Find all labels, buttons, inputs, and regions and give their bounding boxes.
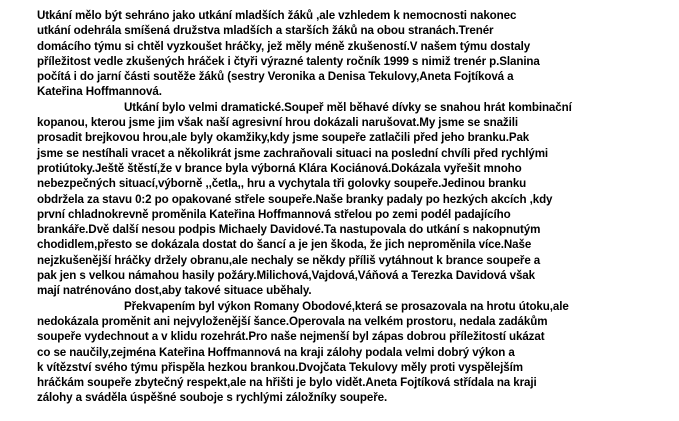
text-line: pak jen s velkou námahou hasily požáry.Milichová,Vajdová,Váňová a Terezka Davidová však: [37, 269, 535, 283]
text-line: hráčkám soupeře zbytečný respekt,ale na hřišti je bylo vidět.Aneta Fojtíková střídala na kraji: [37, 376, 537, 390]
text-line: počítá i do jarní části soutěže žáků (sestry Veronika a Denisa Tekulovy,Aneta Fojtíková a: [37, 70, 514, 84]
text-line: soupeře vydechnout a v klidu rozehrát.Pro naše nejmenší byl zápas dobrou příležitostí ukázat: [37, 330, 545, 344]
text-line: první chladnokrevně proměnila Kateřina Hoffmannová střelou po zemi podél padajícího: [37, 207, 511, 221]
text-line: utkání odehrála smíšená družstva mladších a starších žáků na obou stranách.Trenér: [37, 24, 494, 38]
text-line: nedokázala proměnit ani nejvyloženější šance.Operovala na velkém prostoru, nedala zadákům: [37, 314, 548, 328]
paragraph-1: [37, 8, 677, 100]
text-line: protiútoky.Ještě štěstí,že v brance byla výborná Klára Kociánová.Dokázala vyřešit mnoho: [37, 161, 522, 175]
text-line: Utkání bylo velmi dramatické.Soupeř měl běhavé dívky se snahou hrát kombinační: [124, 100, 572, 114]
text-line: brankáře.Dvě další nesou podpis Michaely Davidové.Ta nastupovala do utkání s nakopnutým: [37, 223, 541, 237]
text-line: Utkání mělo být sehráno jako utkání mladších žáků ,ale vzhledem k nemocnosti nakonec: [37, 9, 517, 22]
text-line: Překvapením byl výkon Romany Obodové,která se prosazovala na hrotu útoku,ale: [124, 299, 569, 313]
text-line: domácího týmu si chtěl vyzkoušet hráčky, jež měly méně zkušeností.V našem týmu dostaly: [37, 39, 531, 53]
text-line: mají natrénováno dost,aby takové situace uběhaly.: [37, 284, 312, 298]
text-line: kopanou, kterou jsme jim však naší agresivní hrou dokázali narušovat.My jsme se snažili: [37, 116, 518, 130]
text-line: příležitost vedle zkušených hráček i čtyři výrazné talenty ročník 1999 s nimiž trenér p.Slanina: [37, 54, 540, 68]
text-line: k vítězství svého týmu přispěla hezkou brankou.Dvojčata Tekulovy měly proti vyspělejším: [37, 360, 523, 374]
article-body: [37, 8, 677, 406]
text-line: prosadit brejkovou hrou,ale byly okamžiky,kdy jsme soupeře zatlačili před jeho branku.Pak: [37, 131, 530, 145]
paragraph-3: [37, 299, 677, 406]
paragraph-2: [37, 100, 677, 299]
text-line: zálohy a sváděla úspěšné souboje s rychlými záložníky soupeře.: [37, 391, 388, 405]
text-line: co se naučily,zejména Kateřina Hoffmannová na kraji zálohy podala velmi dobrý výkon a: [37, 345, 515, 359]
text-line: jsme se nestíhali vracet a několikrát jsme zachraňovali situaci na poslední chvíli před rychlými: [37, 146, 549, 160]
text-line: chodidlem,přesto se dokázala dostat do šancí a je jen škoda, že jich neproměnila více.Naše: [37, 238, 532, 252]
text-line: Kateřina Hoffmannová.: [37, 85, 162, 99]
text-line: obdržela za stavu 0:2 po opakované střele soupeře.Naše branky padaly po hezkých akcích ,kdy: [37, 192, 553, 206]
text-line: nejzkušenější hráčky držely obranu,ale nechaly se někdy příliš vytáhnout k brance soupeře a: [37, 253, 541, 267]
text-line: nebezpečných situací,výborně ,,četla,, hru a vychytala tři golovky soupeře.Jedinou branku: [37, 177, 527, 191]
